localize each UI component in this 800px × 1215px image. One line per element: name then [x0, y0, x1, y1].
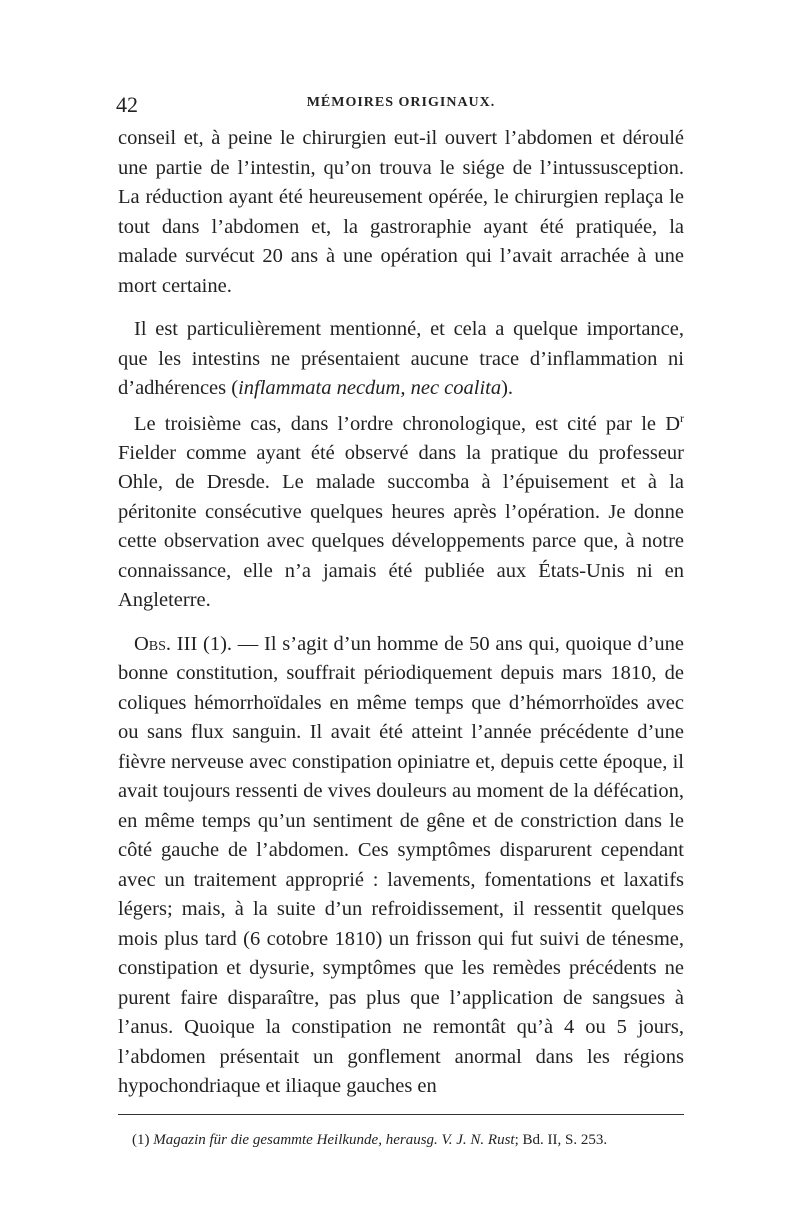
page-number: 42 — [116, 92, 138, 117]
paragraph-4 — [118, 630, 684, 1102]
page-header — [118, 92, 684, 124]
footnote-rest: ; Bd. II, S. 253. — [514, 1131, 608, 1148]
paragraph-1 — [118, 124, 684, 301]
footnote-marker: (1) — [132, 1131, 154, 1148]
footnote-title: Magazin für die gesammte Heilkunde, herausg. V. J. N. Rust — [153, 1131, 515, 1148]
latin-quote: inflammata necdum, nec coalita — [238, 377, 502, 399]
paragraph-2-start: Il est particulièrement mentionné, et cela a quelque importance, que les intestins ne présentaient aucune trace d’inflammation ni d’adhérences ( — [118, 318, 684, 399]
body-text — [118, 124, 684, 1102]
paragraph-2-end: ). — [501, 377, 514, 399]
paragraph-2 — [118, 315, 684, 404]
paragraph-4-text: — Il s’agit d’un homme de 50 ans qui, quoique d’une bonne constitution, souffrait périodiquement depuis mars 1810, de coliques hémorrhoïdales en même temps que d’hémorrhoïdes avec ou sans flux sanguin. Il avait été atteint l’année précédente d’une fièvre nerveuse avec constipation opiniatre et, depuis cette époque, il avait toujours ressenti de vives douleurs au moment de la défécation, en même temps qu’un sentiment de gêne et de constriction dans le côté gauche de l’abdomen. Ces symptômes disparurent cependant avec un traitement approprié : lavements, fomentations et laxatifs légers; mais, à la suite d’un refroidissement, il ressentit quelques mois plus tard (6 cotobre 1810) un frisson qui fut suivi de ténesme, constipation et dysurie, symptômes que les remèdes précédents ne purent faire disparaître, pas plus que l’application de sangsues à l’anus. Quoique la constipation ne remontât qu’à 4 ou 5 jours, l’abdomen présentait un gonflement anormal dans les régions hypochondriaque et iliaque gauches en — [118, 632, 685, 1098]
footnote — [118, 1129, 684, 1151]
footnote-divider — [118, 1114, 684, 1115]
paragraph-3-end: Fielder comme ayant été observé dans la pratique du professeur Ohle, de Dresde. Le malade succomba à l’épuisement et à la péritonite consécutive quelques heures après l’opération. Je donne cette observation avec quelques développements parce que, à notre connaissance, elle n’a jamais été publiée aux États-Unis ni en Angleterre. — [118, 441, 684, 612]
running-title: MÉMOIRES ORIGINAUX. — [306, 95, 496, 110]
paragraph-3-start: Le troisième cas, dans l’ordre chronologique, est cité par le D — [134, 412, 680, 435]
observation-label: Obs. III (1). — [134, 632, 233, 655]
paragraph-1-text: conseil et, à peine le chirurgien eut-il ouvert l’abdomen et déroulé une partie de l’intestin, qu’on trouva le siége de l’intussusception. La réduction ayant été heureusement opérée, le chirurgien replaça le tout dans l’abdomen et, la gastroraphie ayant été pratiquée, la malade survécut 20 ans à une opération qui l’avait arrachée à une mort certaine. — [118, 127, 684, 297]
doctor-abbrev-sup: r — [680, 410, 684, 425]
paragraph-3 — [118, 404, 684, 616]
book-page — [118, 92, 684, 1151]
